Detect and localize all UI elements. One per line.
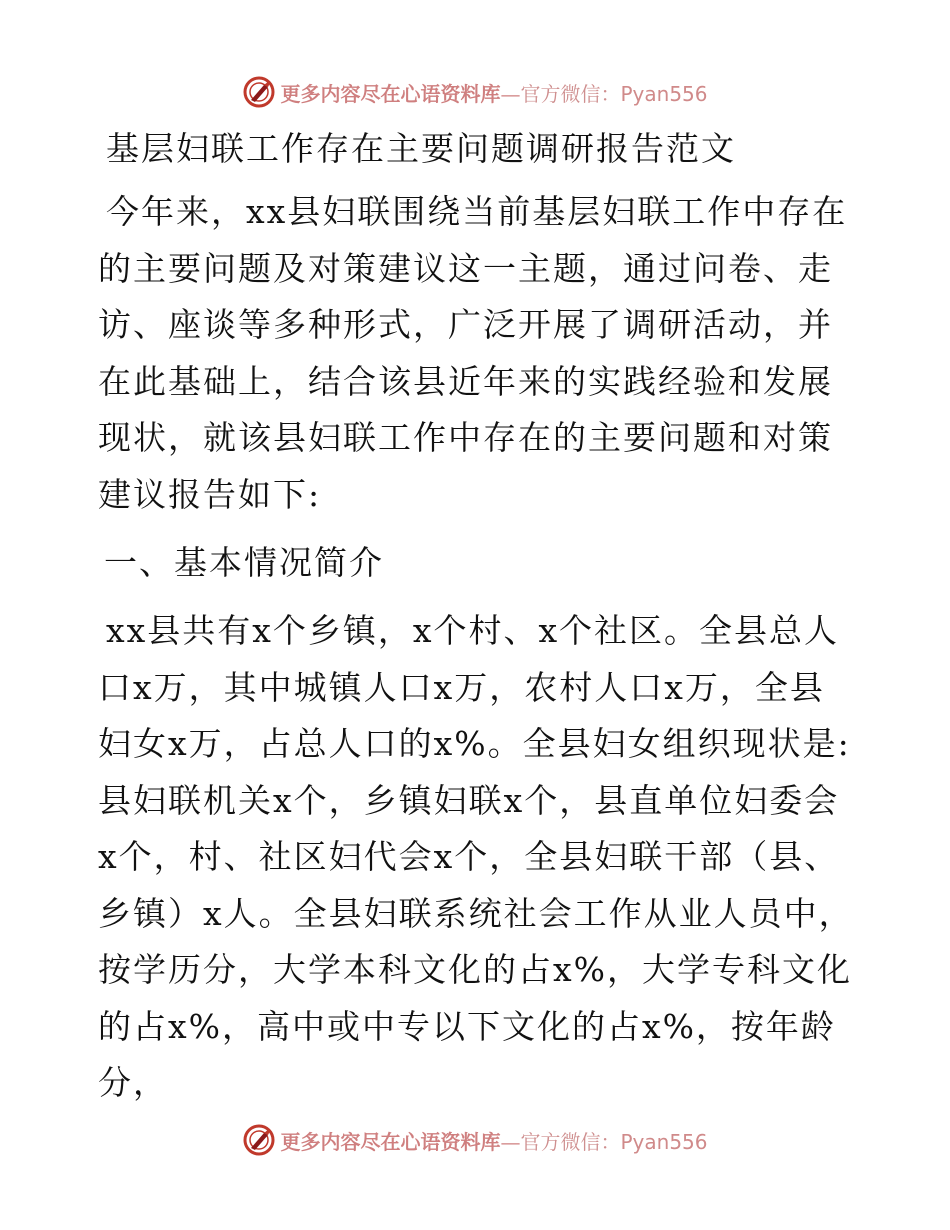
brand-logo-icon xyxy=(242,1123,276,1157)
promo-wechat-handle: Pyan556 xyxy=(620,81,708,106)
section-1-paragraph: xx县共有x个乡镇，x个村、x个社区。全县总人口x万，其中城镇人口x万，农村人口x万，全县妇女x万，占总人口的x%。全县妇女组织现状是:县妇联机关x个，乡镇妇联x个，县直单位妇委会x个，村、社区妇代会x个，全县妇联干部（县、乡镇）x人。全县妇联系统社会工作从业人员中，按学历分，大学本科文化的占x%，大学专科文化的占x%，高中或中专以下文化的占x%，按年龄分， xyxy=(98,611,854,1102)
promo-library-text: 更多内容尽在心语资料库 xyxy=(280,81,501,106)
promo-dash: — xyxy=(500,1129,521,1154)
brand-logo-icon xyxy=(242,75,276,109)
section-heading-1: 一、基本情况简介 xyxy=(104,543,384,582)
promo-official-label: 官方微信： xyxy=(520,1129,621,1154)
promo-text xyxy=(280,1126,707,1155)
promo-wechat-handle: Pyan556 xyxy=(620,1129,708,1154)
footer-watermark-banner xyxy=(0,1120,950,1160)
intro-paragraph: 今年来，xx县妇联围绕当前基层妇联工作中存在的主要问题及对策建议这一主题，通过问卷、走访、座谈等多种形式，广泛开展了调研活动，并在此基础上，结合该县近年来的实践经验和发展现状，就该县妇联工作中存在的主要问题和对策建议报告如下: xyxy=(98,192,848,514)
promo-official-label: 官方微信： xyxy=(520,81,621,106)
promo-library-text: 更多内容尽在心语资料库 xyxy=(280,1129,501,1154)
promo-text xyxy=(280,78,707,107)
document-body xyxy=(98,122,858,1124)
header-watermark-banner xyxy=(0,72,950,112)
promo-dash: — xyxy=(500,81,521,106)
document-title: 基层妇联工作存在主要问题调研报告范文 xyxy=(106,129,736,168)
